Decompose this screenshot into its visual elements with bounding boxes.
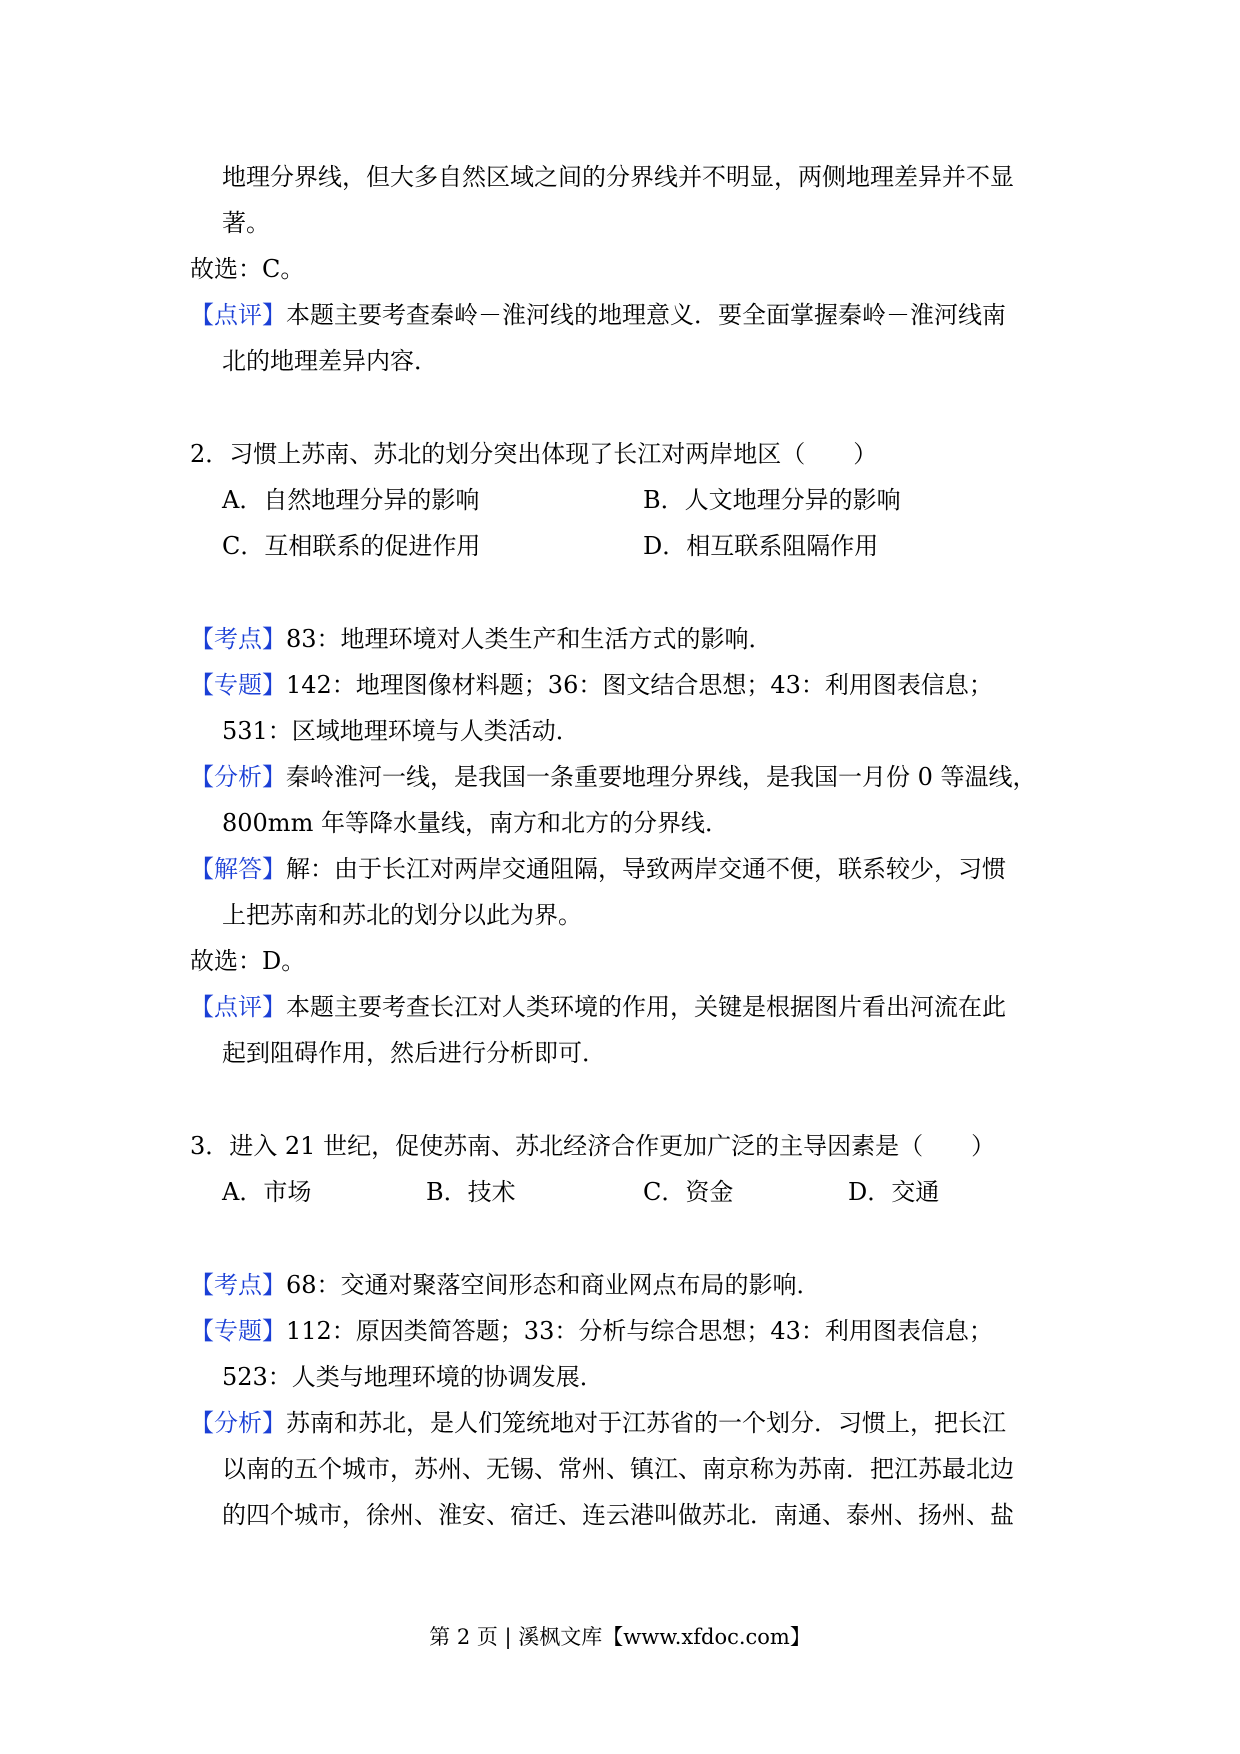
q2-kaodian: [190, 622, 773, 656]
fenxi-tag: 【分析】: [190, 1409, 286, 1437]
zhuanti-text: 142：地理图像材料题；36：图文结合思想；43：利用图表信息；: [286, 671, 993, 699]
q1-explanation-line: 著。: [222, 209, 270, 237]
q3-zhuanti-line: 523：人类与地理环境的协调发展．: [222, 1363, 604, 1391]
q3-fenxi: [190, 1406, 1006, 1440]
fenxi-tag: 【分析】: [190, 763, 286, 791]
kaodian-tag: 【考点】: [190, 625, 286, 653]
q3-fenxi-line: 的四个城市，徐州、淮安、宿迁、连云港叫做苏北．南通、泰州、扬州、盐: [222, 1501, 1014, 1529]
jieda-tag: 【解答】: [190, 855, 286, 883]
q2-zhuanti-line: 531：区域地理环境与人类活动．: [222, 717, 580, 745]
q2-jieda-line: 上把苏南和苏北的划分以此为界。: [222, 901, 582, 929]
q2-dianping: [190, 990, 1006, 1024]
q3-option-b: B．技术: [426, 1178, 516, 1206]
zhuanti-tag: 【专题】: [190, 671, 286, 699]
kaodian-text: 83：地理环境对人类生产和生活方式的影响．: [286, 625, 773, 653]
q2-option-b: B．人文地理分异的影响: [643, 486, 901, 514]
q3-kaodian: [190, 1268, 821, 1302]
dianping-tag: 【点评】: [190, 993, 286, 1021]
q2-fenxi-line: 800mm 年等降水量线，南方和北方的分界线．: [222, 809, 729, 837]
q2-option-a: A．自然地理分异的影响: [222, 486, 480, 514]
q1-review-line: 北的地理差异内容．: [222, 347, 438, 375]
q2-option-c: C．互相联系的促进作用: [222, 532, 481, 560]
kaodian-text: 68：交通对聚落空间形态和商业网点布局的影响．: [286, 1271, 821, 1299]
q3-stem: 3．进入 21 世纪，促使苏南、苏北经济合作更加广泛的主导因素是（ ）: [190, 1132, 996, 1160]
q3-option-a: A．市场: [222, 1178, 312, 1206]
review-tag: 【点评】: [190, 301, 286, 329]
page-footer: 第 2 页 | 溪枫文库【www.xfdoc.com】: [429, 1625, 811, 1649]
q1-answer: 故选：C。: [190, 255, 305, 283]
q2-fenxi: [190, 760, 1037, 794]
jieda-text: 解：由于长江对两岸交通阻隔，导致两岸交通不便，联系较少，习惯: [286, 855, 1006, 883]
q3-zhuanti: [190, 1314, 993, 1348]
kaodian-tag: 【考点】: [190, 1271, 286, 1299]
fenxi-text: 秦岭淮河一线，是我国一条重要地理分界线，是我国一月份 0 等温线，: [286, 763, 1037, 791]
q3-fenxi-line: 以南的五个城市，苏州、无锡、常州、镇江、南京称为苏南．把江苏最北边: [222, 1455, 1014, 1483]
q3-option-c: C．资金: [643, 1178, 734, 1206]
q2-option-d: D．相互联系阻隔作用: [643, 532, 879, 560]
zhuanti-text: 112：原因类简答题；33：分析与综合思想；43：利用图表信息；: [286, 1317, 993, 1345]
zhuanti-tag: 【专题】: [190, 1317, 286, 1345]
q2-dianping-line: 起到阻碍作用，然后进行分析即可．: [222, 1039, 606, 1067]
dianping-text: 本题主要考查长江对人类环境的作用，关键是根据图片看出河流在此: [286, 993, 1006, 1021]
q1-explanation-line: 地理分界线，但大多自然区域之间的分界线并不明显，两侧地理差异并不显: [222, 163, 1014, 191]
q2-jieda: [190, 852, 1006, 886]
q1-review: [190, 298, 1006, 332]
q2-zhuanti: [190, 668, 993, 702]
q2-answer: 故选：D。: [190, 947, 306, 975]
q2-stem: 2．习惯上苏南、苏北的划分突出体现了长江对两岸地区（ ）: [190, 440, 878, 468]
fenxi-text: 苏南和苏北，是人们笼统地对于江苏省的一个划分．习惯上，把长江: [286, 1409, 1006, 1437]
review-text: 本题主要考查秦岭－淮河线的地理意义．要全面掌握秦岭－淮河线南: [286, 301, 1006, 329]
q3-option-d: D．交通: [848, 1178, 940, 1206]
